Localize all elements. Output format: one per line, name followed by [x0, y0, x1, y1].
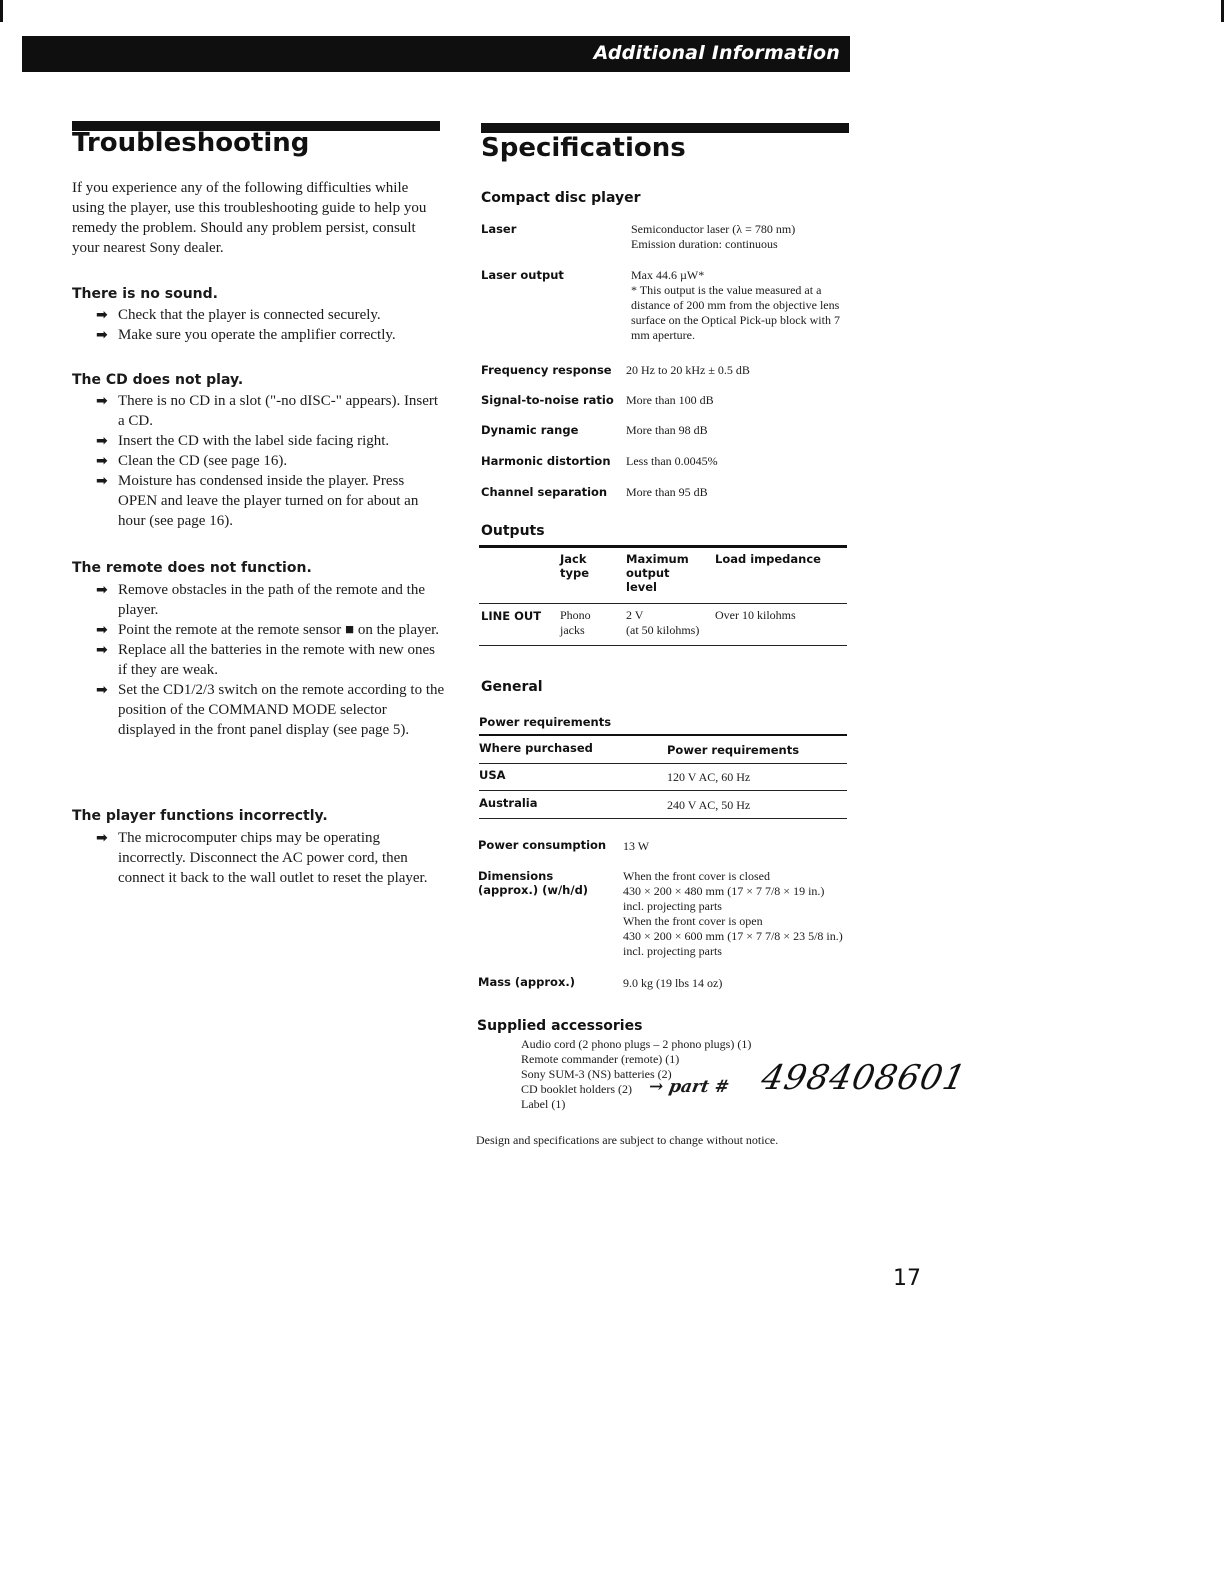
accessory-item: Label (1)	[521, 1097, 566, 1111]
spec-value: Less than 0.0045%	[626, 454, 718, 468]
spec-label: Signal-to-noise ratio	[481, 393, 614, 407]
spec-notice: Design and specifications are subject to change without notice.	[476, 1133, 779, 1147]
troubleshooting-intro: If you experience any of the following difficulties while using the player, use this troubleshooting guide to help you remedy the problem. Should any problem persist, consult your nearest Sony dealer.	[72, 180, 427, 256]
table-cell: 120 V AC, 60 Hz	[667, 770, 751, 784]
spec-label: Dynamic range	[481, 423, 579, 437]
accessories-heading: Supplied accessories	[477, 1018, 643, 1034]
arrow-right-icon: ➡	[96, 327, 108, 343]
remedy-item: ➡ The microcomputer chips may be operating incorrectly. Disconnect the AC power cord, then connect it back to the wall outlet to reset the player.	[96, 830, 428, 886]
spec-label: Harmonic distortion	[481, 454, 611, 468]
spec-value: More than 98 dB	[626, 423, 708, 437]
jack-type: Phono jacks	[560, 608, 591, 637]
column-header: Power requirements	[667, 743, 800, 757]
outputs-table-rule	[479, 545, 847, 548]
remedy-item: ➡ Moisture has condensed inside the player. Press OPEN and leave the player turned on for about an hour (see page 16).	[96, 473, 419, 529]
spec-value: More than 100 dB	[626, 393, 714, 407]
handwritten-part-note: → part #	[647, 1077, 731, 1097]
section-label: Additional Information	[593, 42, 840, 64]
arrow-right-icon: ➡	[96, 473, 108, 489]
spec-value: When the front cover is closed 430 × 200 × 480 mm (17 × 7 7/8 × 19 in.) incl. projecting parts When the front cover is open 430 × 200 × 600 mm (17 × 7 7/8 × 23 5/8 in.) incl. projecting parts	[623, 869, 843, 958]
spec-value: 9.0 kg (19 lbs 14 oz)	[623, 976, 723, 990]
power-table-rule	[479, 734, 847, 736]
power-requirements-label: Power requirements	[479, 715, 612, 729]
spec-label: Laser	[481, 222, 517, 236]
arrow-right-icon: ➡	[96, 582, 108, 598]
table-cell: USA	[479, 768, 506, 782]
spec-label: Laser output	[481, 268, 564, 282]
spec-row	[481, 222, 851, 262]
spec-label: Dimensions (approx.) (w/h/d)	[478, 869, 589, 897]
remedy-item: ➡ Point the remote at the remote sensor ■ on the player.	[96, 622, 440, 638]
spec-label: Power consumption	[478, 838, 607, 852]
accessory-item: Audio cord (2 phono plugs – 2 phono plugs) (1)	[521, 1037, 752, 1051]
spec-value: 20 Hz to 20 kHz ± 0.5 dB	[626, 363, 750, 377]
divider	[479, 818, 847, 819]
specifications-rule	[481, 123, 849, 133]
problem-title: The remote does not function.	[72, 560, 312, 576]
outputs-heading: Outputs	[481, 523, 545, 539]
remedy-item: ➡ Insert the CD with the label side facing right.	[96, 433, 390, 449]
arrow-right-icon: ➡	[96, 622, 108, 638]
spec-label: Frequency response	[481, 363, 612, 377]
arrow-right-icon: ➡	[96, 433, 108, 449]
spec-value: Max 44.6 µW* * This output is the value measured at a distance of 200 mm from the objective lens surface on the Optical Pick-up block with 7 mm aperture.	[631, 268, 840, 342]
spec-label: Channel separation	[481, 485, 608, 499]
accessory-item: CD booklet holders (2)	[521, 1082, 632, 1096]
remedy-item: ➡ Set the CD1/2/3 switch on the remote according to the position of the COMMAND MODE selector displayed in the front panel display (see page 5).	[96, 682, 445, 738]
divider	[479, 603, 847, 604]
arrow-right-icon: ➡	[96, 307, 108, 323]
divider	[479, 790, 847, 791]
column-header: Maximum output level	[626, 552, 689, 594]
problem-title: The CD does not play.	[72, 372, 244, 388]
compact-disc-heading: Compact disc player	[481, 190, 641, 206]
specifications-title: Specifications	[481, 133, 686, 163]
spec-value: More than 95 dB	[626, 485, 708, 499]
table-cell: Australia	[479, 796, 538, 810]
arrow-right-icon: ➡	[96, 393, 108, 409]
remedy-item: ➡ Make sure you operate the amplifier correctly.	[96, 327, 396, 343]
accessory-item: Sony SUM-3 (NS) batteries (2)	[521, 1067, 672, 1081]
spec-value: 13 W	[623, 839, 650, 853]
table-cell: 240 V AC, 50 Hz	[667, 798, 751, 812]
section-header-band	[22, 36, 850, 72]
remedy-list	[96, 828, 446, 888]
arrow-right-icon: ➡	[96, 453, 108, 469]
spec-row	[481, 268, 851, 348]
remedy-item: ➡ Check that the player is connected securely.	[96, 307, 381, 323]
remedy-list	[96, 580, 446, 740]
spec-label: Mass (approx.)	[478, 975, 575, 989]
general-heading: General	[481, 679, 543, 695]
troubleshooting-title: Troubleshooting	[72, 128, 310, 158]
column-header: Where purchased	[479, 741, 593, 755]
spec-value: Semiconductor laser (λ = 780 nm) Emission duration: continuous	[631, 222, 796, 251]
handwritten-part-number: 498408601	[757, 1058, 970, 1098]
divider	[479, 763, 847, 764]
arrow-right-icon: ➡	[96, 830, 108, 846]
problem-title: There is no sound.	[72, 286, 218, 302]
arrow-right-icon: ➡	[96, 642, 108, 658]
divider	[479, 645, 847, 646]
load-impedance: Over 10 kilohms	[715, 608, 796, 622]
remedy-item: ➡ Remove obstacles in the path of the remote and the player.	[96, 582, 425, 618]
remedy-item: ➡ Clean the CD (see page 16).	[96, 453, 288, 469]
output-name: LINE OUT	[481, 609, 542, 623]
remedy-list	[96, 391, 446, 531]
column-header: Load impedance	[715, 552, 821, 566]
remedy-item: ➡ There is no CD in a slot ("-no dISC-" appears). Insert a CD.	[96, 393, 439, 429]
page-number: 17	[893, 1266, 921, 1291]
page-edge-mark	[0, 0, 3, 22]
column-header: Jack type	[560, 552, 590, 580]
arrow-right-icon: ➡	[96, 682, 108, 698]
problem-title: The player functions incorrectly.	[72, 808, 328, 824]
accessory-item: Remote commander (remote) (1)	[521, 1052, 680, 1066]
remedy-item: ➡ Replace all the batteries in the remote with new ones if they are weak.	[96, 642, 435, 678]
remedy-list	[96, 305, 446, 345]
max-output: 2 V (at 50 kilohms)	[626, 608, 700, 637]
